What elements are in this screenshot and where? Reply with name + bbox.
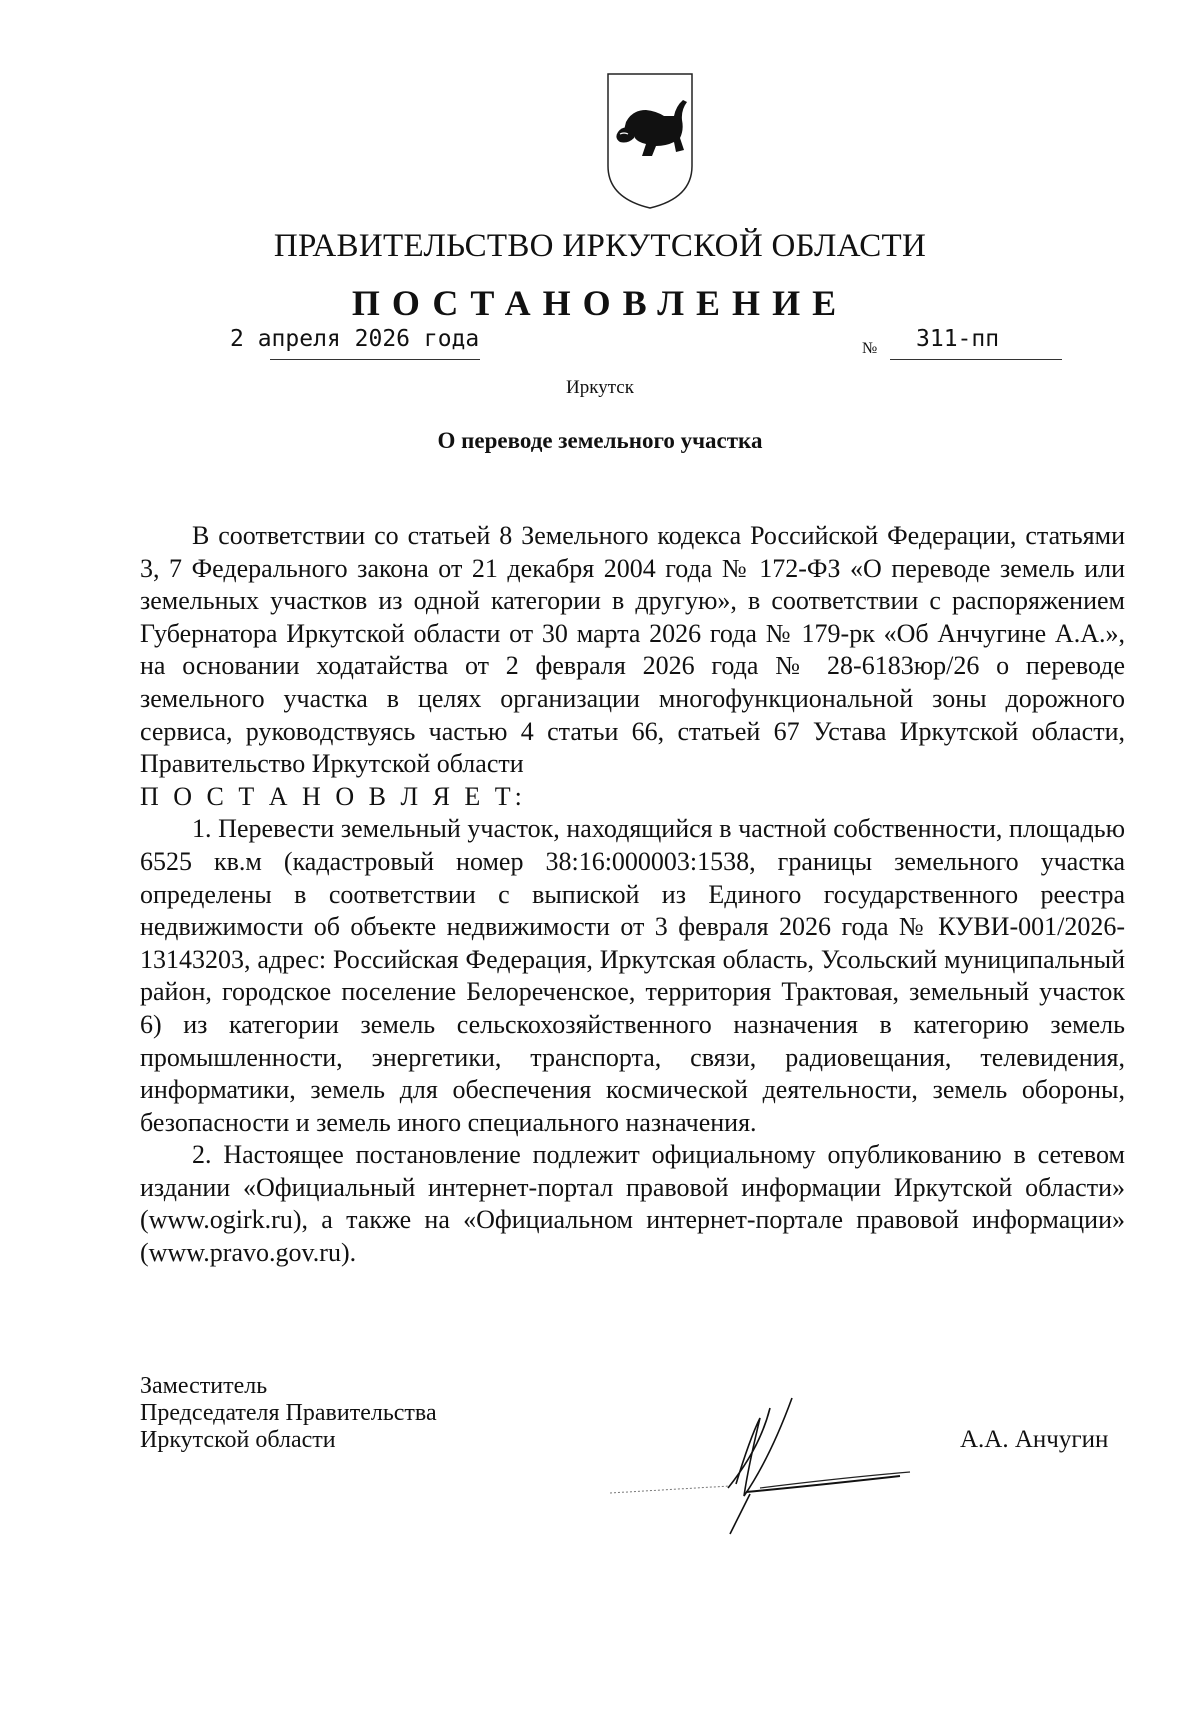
signatory-role [140,1373,437,1454]
number-underline [890,359,1062,360]
signatory-name: А.А. Анчугин [960,1426,1109,1453]
irkutsk-coat-of-arms-icon [604,70,696,212]
role-line-1: Заместитель [140,1373,268,1399]
number-sign: № [862,340,878,357]
document-date: 2 апреля 2026 года [230,326,480,352]
document-type: ПОСТАНОВЛЕНИЕ [351,283,849,323]
preamble-paragraph: В соответствии со статьей 8 Земельного кодекса Российской Федерации, статьями 3, 7 Федерального закона от 21 декабря 2004 года № 172-ФЗ «О переводе земель или земельных участков из одной категории в другую», в соответствии с распоряжением Губернатора Иркутской области от 30 марта 2026 года № 179-рк «Об Анчугине А.А.», на основании ходатайства от 2 февраля 2026 года № 28-6183юр/26 о переводе земельного участка в целях организации многофункциональной зоны дорожного сервиса, руководствуясь частью 4 статьи 66, статьей 67 Устава Иркутской области, Правительство Иркутской области [140,521,1125,779]
role-line-3: Иркутской области [140,1427,336,1453]
role-line-2: Председателя Правительства [140,1400,437,1426]
decree-word: П О С Т А Н О В Л Я Е Т: [140,781,526,811]
document-subject: О переводе земельного участка [437,428,763,453]
item-1-paragraph: 1. Перевести земельный участок, находящийся в частной собственности, площадью 6525 кв.м (кадастровый номер 38:16:000003:1538, границы земельного участка определены в соответствии с выпиской из Единого государственного реестра недвижимости об объекте недвижимости от 3 февраля 2026 года № КУВИ-001/2026-13143203, адрес: Российская Федерация, Иркутская область, Усольский муниципальный район, городское поселение Белореченское, территория Трактовая, земельный участок 6) из категории земель сельскохозяйственного назначения в категорию земель промышленности, энергетики, транспорта, связи, радиовещания, телевидения, информатики, земель для обеспечения космической деятельности, земель обороны, безопасности и земель иного специального назначения. [140,814,1125,1137]
date-underline [270,359,480,360]
document-body [140,520,1125,1270]
item-2-paragraph: 2. Настоящее постановление подлежит официальному опубликованию в сетевом издании «Официальный интернет-портал правовой информации Иркутской области» (www.ogirk.ru), а также на «Официальном интернет-портале правовой информации» (www.pravo.gov.ru). [140,1140,1125,1268]
city: Иркутск [566,377,634,398]
handwritten-signature-icon [610,1388,960,1538]
document-number: 311-пп [916,326,1000,352]
government-name: ПРАВИТЕЛЬСТВО ИРКУТСКОЙ ОБЛАСТИ [273,228,927,264]
